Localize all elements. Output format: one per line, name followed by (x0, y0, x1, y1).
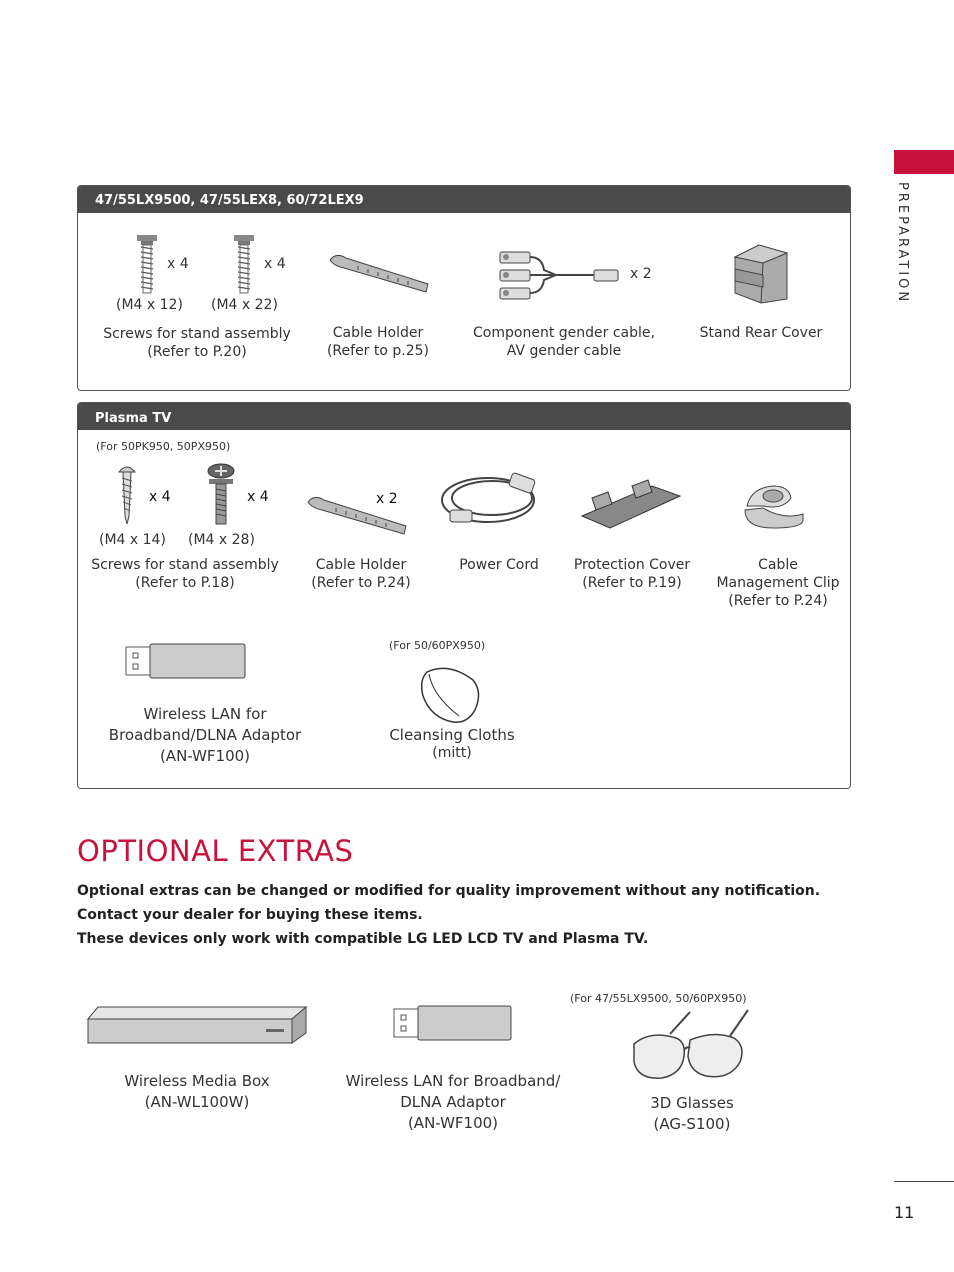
caption-line: (Refer to P.18) (135, 575, 235, 591)
caption-line: (Refer to P.24) (728, 593, 828, 609)
caption-line: (AN-WF100) (159, 747, 251, 765)
3d-glasses-caption (612, 1093, 772, 1135)
caption-line: Protection Cover (573, 557, 691, 573)
cable-holder-quantity: x 2 (376, 491, 398, 507)
caption-line: AV gender cable (506, 343, 622, 359)
cable-holder-icon (328, 252, 432, 294)
accessory-box-header: Plasma TV (78, 403, 850, 430)
cable-quantity: x 2 (630, 266, 652, 282)
screw-quantity: x 4 (167, 256, 189, 272)
cable-holder-caption (298, 556, 424, 592)
model-note: (For 50/60PX950) (389, 639, 486, 652)
section-tab-marker (894, 150, 954, 174)
caption-line: Cable (758, 557, 798, 573)
caption-line: Screws for stand assembly (91, 557, 279, 573)
description-line: Contact your dealer for buying these items. (77, 907, 423, 923)
3d-glasses-icon (630, 1010, 754, 1084)
usb-dongle-icon (393, 1004, 513, 1042)
caption-line: (Refer to p.25) (326, 343, 430, 359)
machine-screw-icon (205, 463, 237, 527)
caption-line: (Refer to P.19) (582, 575, 682, 591)
caption-line: (AN-WL100W) (144, 1093, 250, 1111)
media-box-caption (100, 1071, 294, 1113)
stand-cover-caption: Stand Rear Cover (699, 325, 823, 341)
caption-line: Broadband/DLNA Adaptor (108, 726, 302, 744)
power-cord-icon (438, 470, 550, 530)
caption-line: Wireless LAN for (143, 705, 267, 723)
page-number: 11 (894, 1203, 915, 1222)
model-note: (For 47/55LX9500, 50/60PX950) (570, 992, 747, 1005)
screw-quantity: x 4 (264, 256, 286, 272)
page-number-rule (894, 1181, 954, 1182)
caption-line: (mitt) (432, 745, 472, 761)
media-box-icon (86, 1005, 310, 1045)
model-note: (For 50PK950, 50PX950) (96, 440, 231, 453)
screw-size: (M4 x 22) (211, 297, 278, 313)
screw-quantity: x 4 (149, 489, 171, 505)
caption-line: Screws for stand assembly (103, 326, 291, 342)
stand-cover-icon (733, 243, 789, 303)
caption-line: Management Clip (716, 575, 840, 591)
wlan-caption (330, 1071, 576, 1134)
cleansing-cloth-caption (372, 726, 532, 762)
screw-icon (232, 235, 256, 305)
caption-line: (AN-WF100) (407, 1114, 499, 1132)
caption-line: Cable Holder (332, 325, 424, 341)
caption-line: DLNA Adaptor (400, 1093, 506, 1111)
caption-line: Component gender cable, (473, 325, 655, 341)
cable-holder-caption (316, 324, 440, 360)
caption-line: (AG-S100) (653, 1115, 731, 1133)
caption-line: (Refer to P.24) (311, 575, 411, 591)
accessory-box-header: 47/55LX9500, 47/55LEX8, 60/72LEX9 (78, 186, 850, 213)
description-line: These devices only work with compatible LG LED LCD TV and Plasma TV. (77, 931, 649, 947)
cable-clip-caption (706, 556, 850, 610)
usb-dongle-icon (125, 642, 247, 680)
gender-cable-caption (456, 324, 672, 360)
cleansing-cloth-icon (419, 666, 481, 726)
screw-icon (135, 235, 159, 305)
power-cord-caption: Power Cord (459, 557, 539, 573)
protection-cover-caption (562, 556, 702, 592)
cable-clip-icon (743, 480, 805, 530)
optional-description (77, 879, 820, 951)
caption-line: (Refer to P.20) (147, 344, 247, 360)
caption-line: Cleansing Cloths (389, 726, 515, 744)
screws-caption (78, 556, 292, 592)
gender-cable-icon (496, 250, 626, 302)
screws-caption (88, 325, 306, 361)
screw-size: (M4 x 12) (116, 297, 183, 313)
protection-cover-icon (578, 478, 684, 530)
wlan-caption (94, 704, 316, 767)
screw-size: (M4 x 28) (188, 532, 255, 548)
caption-line: 3D Glasses (650, 1094, 734, 1112)
description-line: Optional extras can be changed or modified for quality improvement without any notification. (77, 883, 821, 899)
section-tab-label: PREPARATION (895, 182, 910, 305)
screw-size: (M4 x 14) (99, 532, 166, 548)
caption-line: Cable Holder (315, 557, 407, 573)
caption-line: Wireless LAN for Broadband/ (345, 1072, 561, 1090)
caption-line: Wireless Media Box (124, 1072, 270, 1090)
wood-screw-icon (117, 466, 137, 526)
section-title: OPTIONAL EXTRAS (77, 834, 354, 868)
screw-quantity: x 4 (247, 489, 269, 505)
